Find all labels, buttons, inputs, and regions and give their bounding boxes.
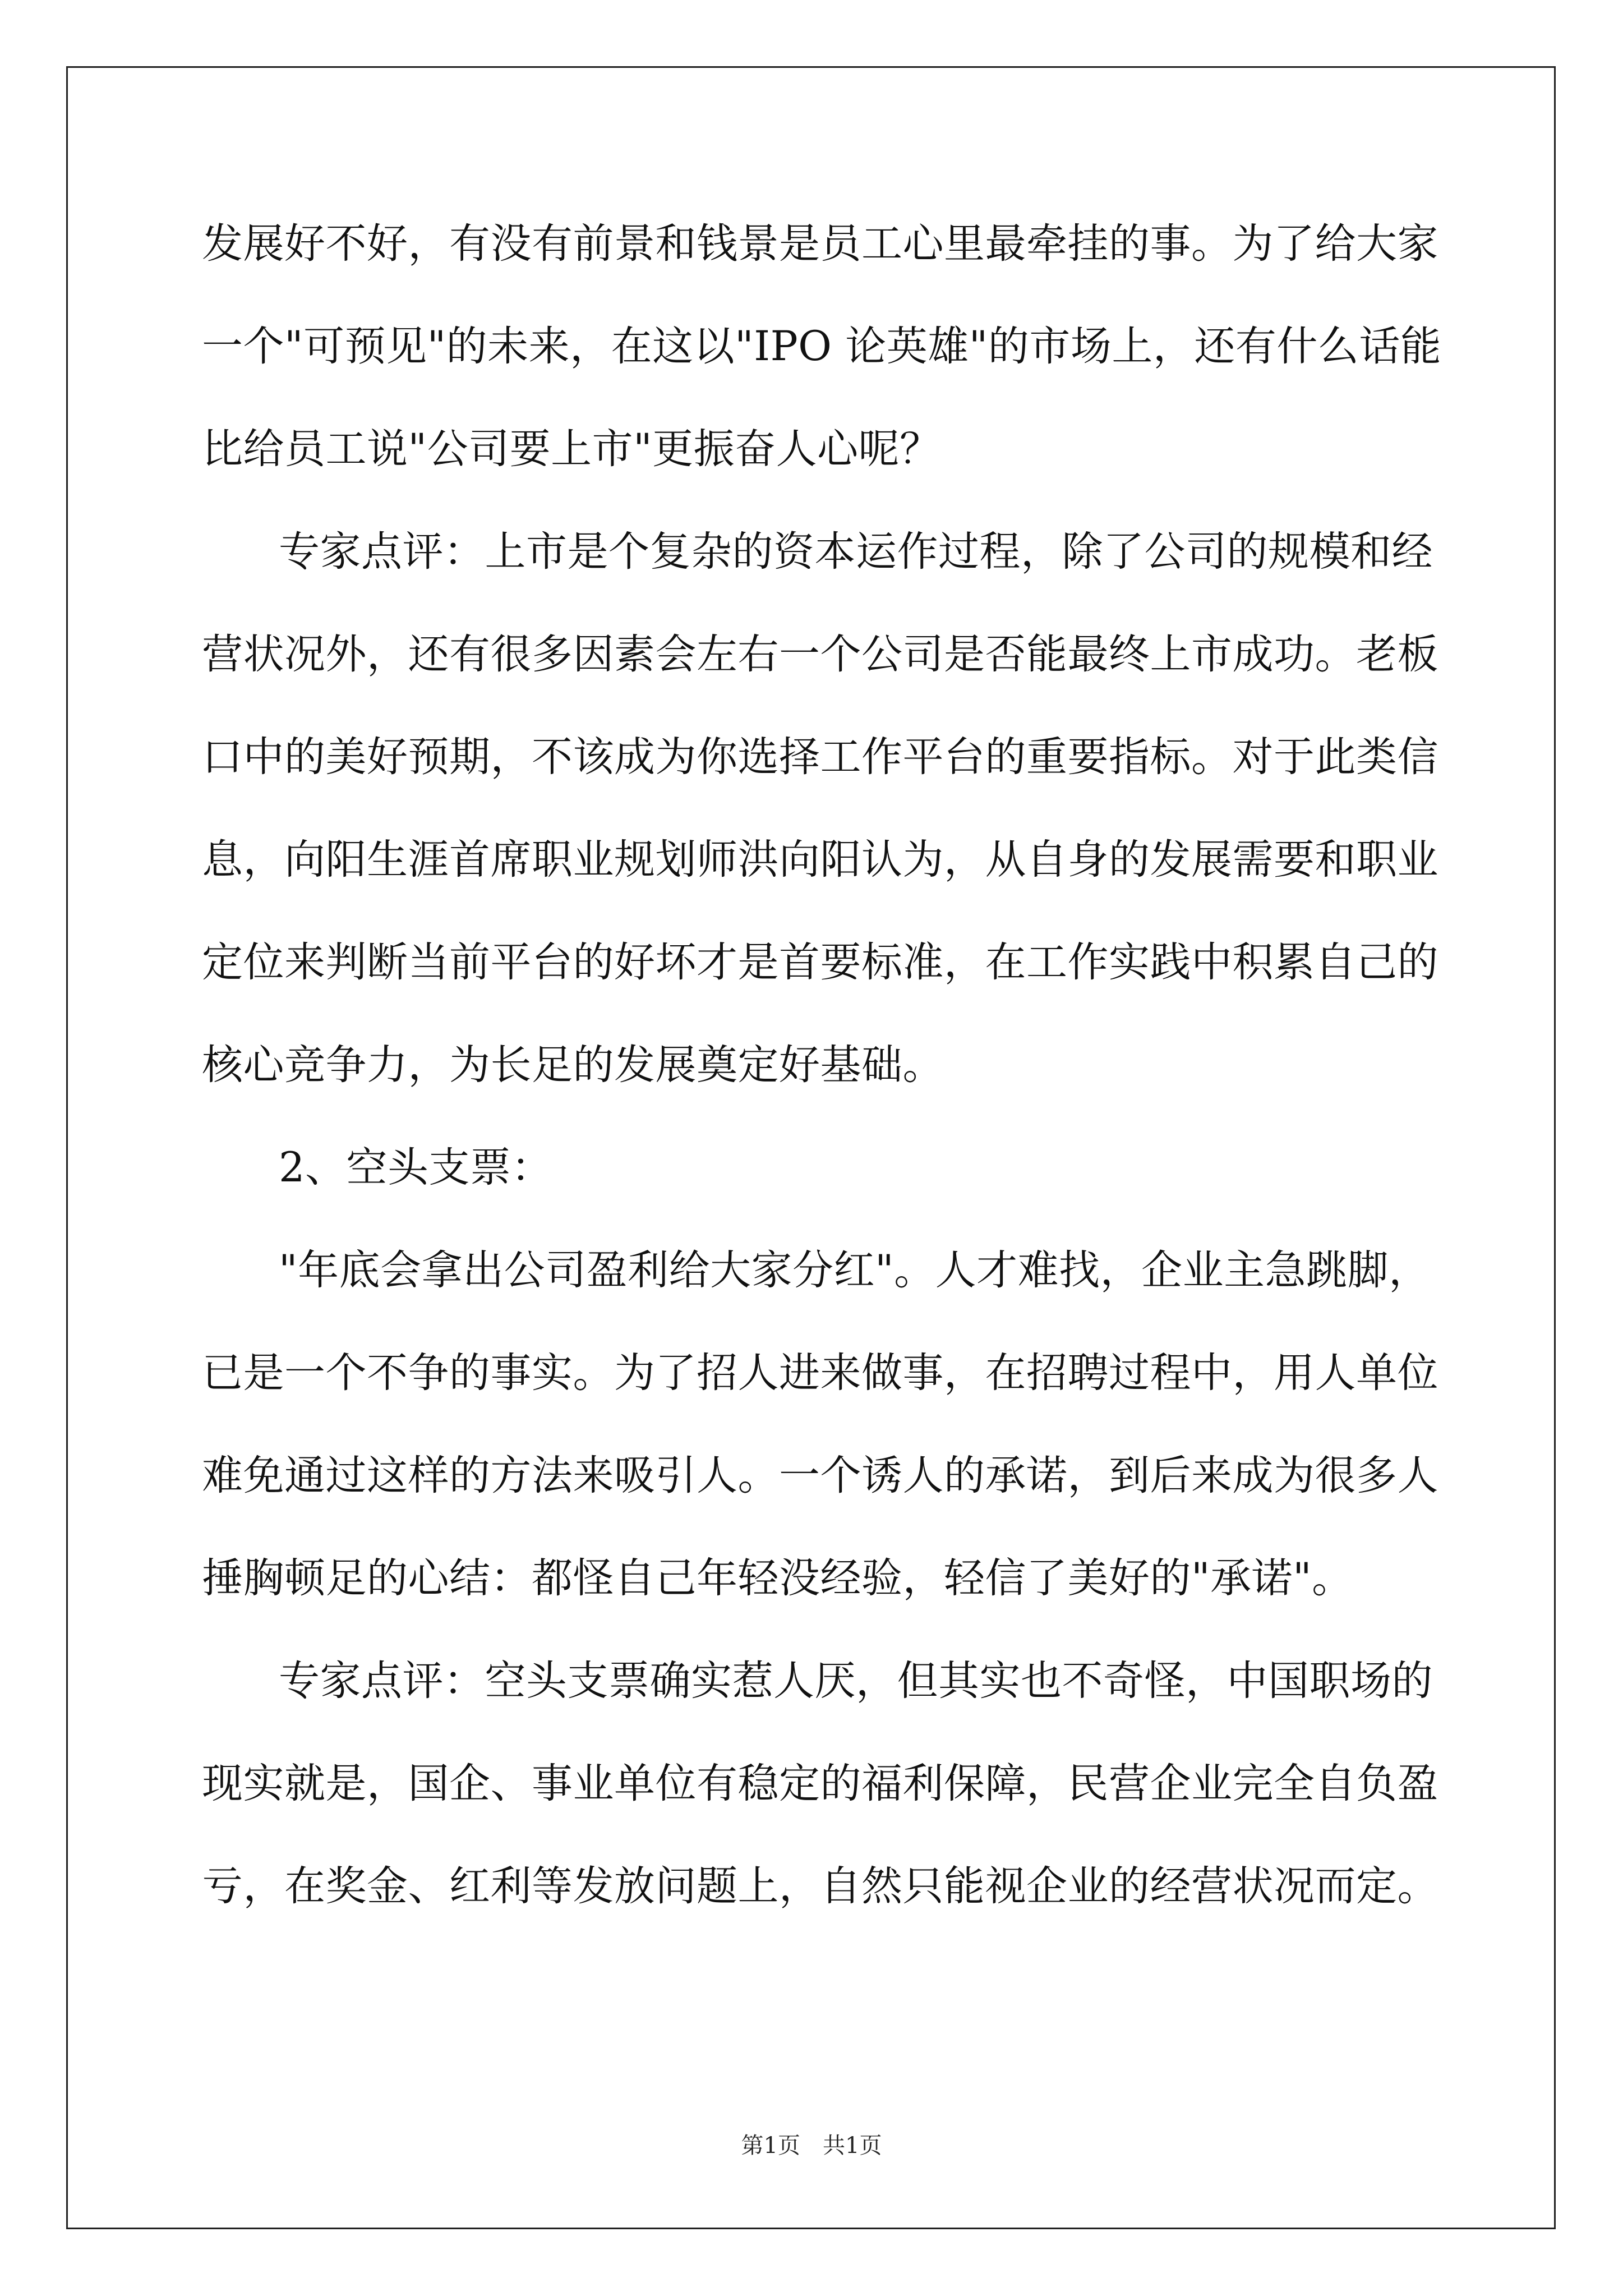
text-line: 一个"可预见"的未来，在这以"IPO 论英雄"的市场上，还有什么话能	[202, 323, 1442, 370]
text-line: 现实就是，国企、事业单位有稳定的福利保障，民营企业完全自负盈	[202, 1760, 1438, 1807]
text-line: 核心竞争力，为长足的发展奠定好基础。	[202, 1041, 944, 1089]
page-number-footer: 第1页 共1页	[741, 2133, 882, 2159]
text-line: 已是一个不争的事实。为了招人进来做事，在招聘过程中，用人单位	[202, 1349, 1438, 1397]
paragraph-start-line: 专家点评：空头支票确实惹人厌，但其实也不奇怪，中国职场的	[279, 1657, 1433, 1705]
section-heading: 2、空头支票：	[279, 1144, 552, 1191]
text-line: 定位来判断当前平台的好坏才是首要标准，在工作实践中积累自己的	[202, 938, 1438, 986]
text-line: 捶胸顿足的心结：都怪自己年轻没经验，轻信了美好的"承诺"。	[202, 1554, 1353, 1602]
text-line: 难免通过这样的方法来吸引人。一个诱人的承诺，到后来成为很多人	[202, 1452, 1438, 1499]
text-line: 比给员工说"公司要上市"更振奋人心呢？	[202, 425, 941, 473]
text-line: 亏，在奖金、红利等发放问题上，自然只能视企业的经营状况而定。	[202, 1862, 1438, 1910]
text-line: 发展好不好，有没有前景和钱景是员工心里最牵挂的事。为了给大家	[202, 220, 1438, 268]
paragraph-start-line: "年底会拿出公司盈利给大家分红"。人才难找，企业主急跳脚，	[279, 1246, 1430, 1294]
text-line: 息，向阳生涯首席职业规划师洪向阳认为，从自身的发展需要和职业	[202, 836, 1438, 884]
text-line: 口中的美好预期，不该成为你选择工作平台的重要指标。对于此类信	[202, 733, 1438, 781]
text-line: 营状况外，还有很多因素会左右一个公司是否能最终上市成功。老板	[202, 631, 1438, 678]
paragraph-start-line: 专家点评：上市是个复杂的资本运作过程，除了公司的规模和经	[279, 528, 1433, 576]
